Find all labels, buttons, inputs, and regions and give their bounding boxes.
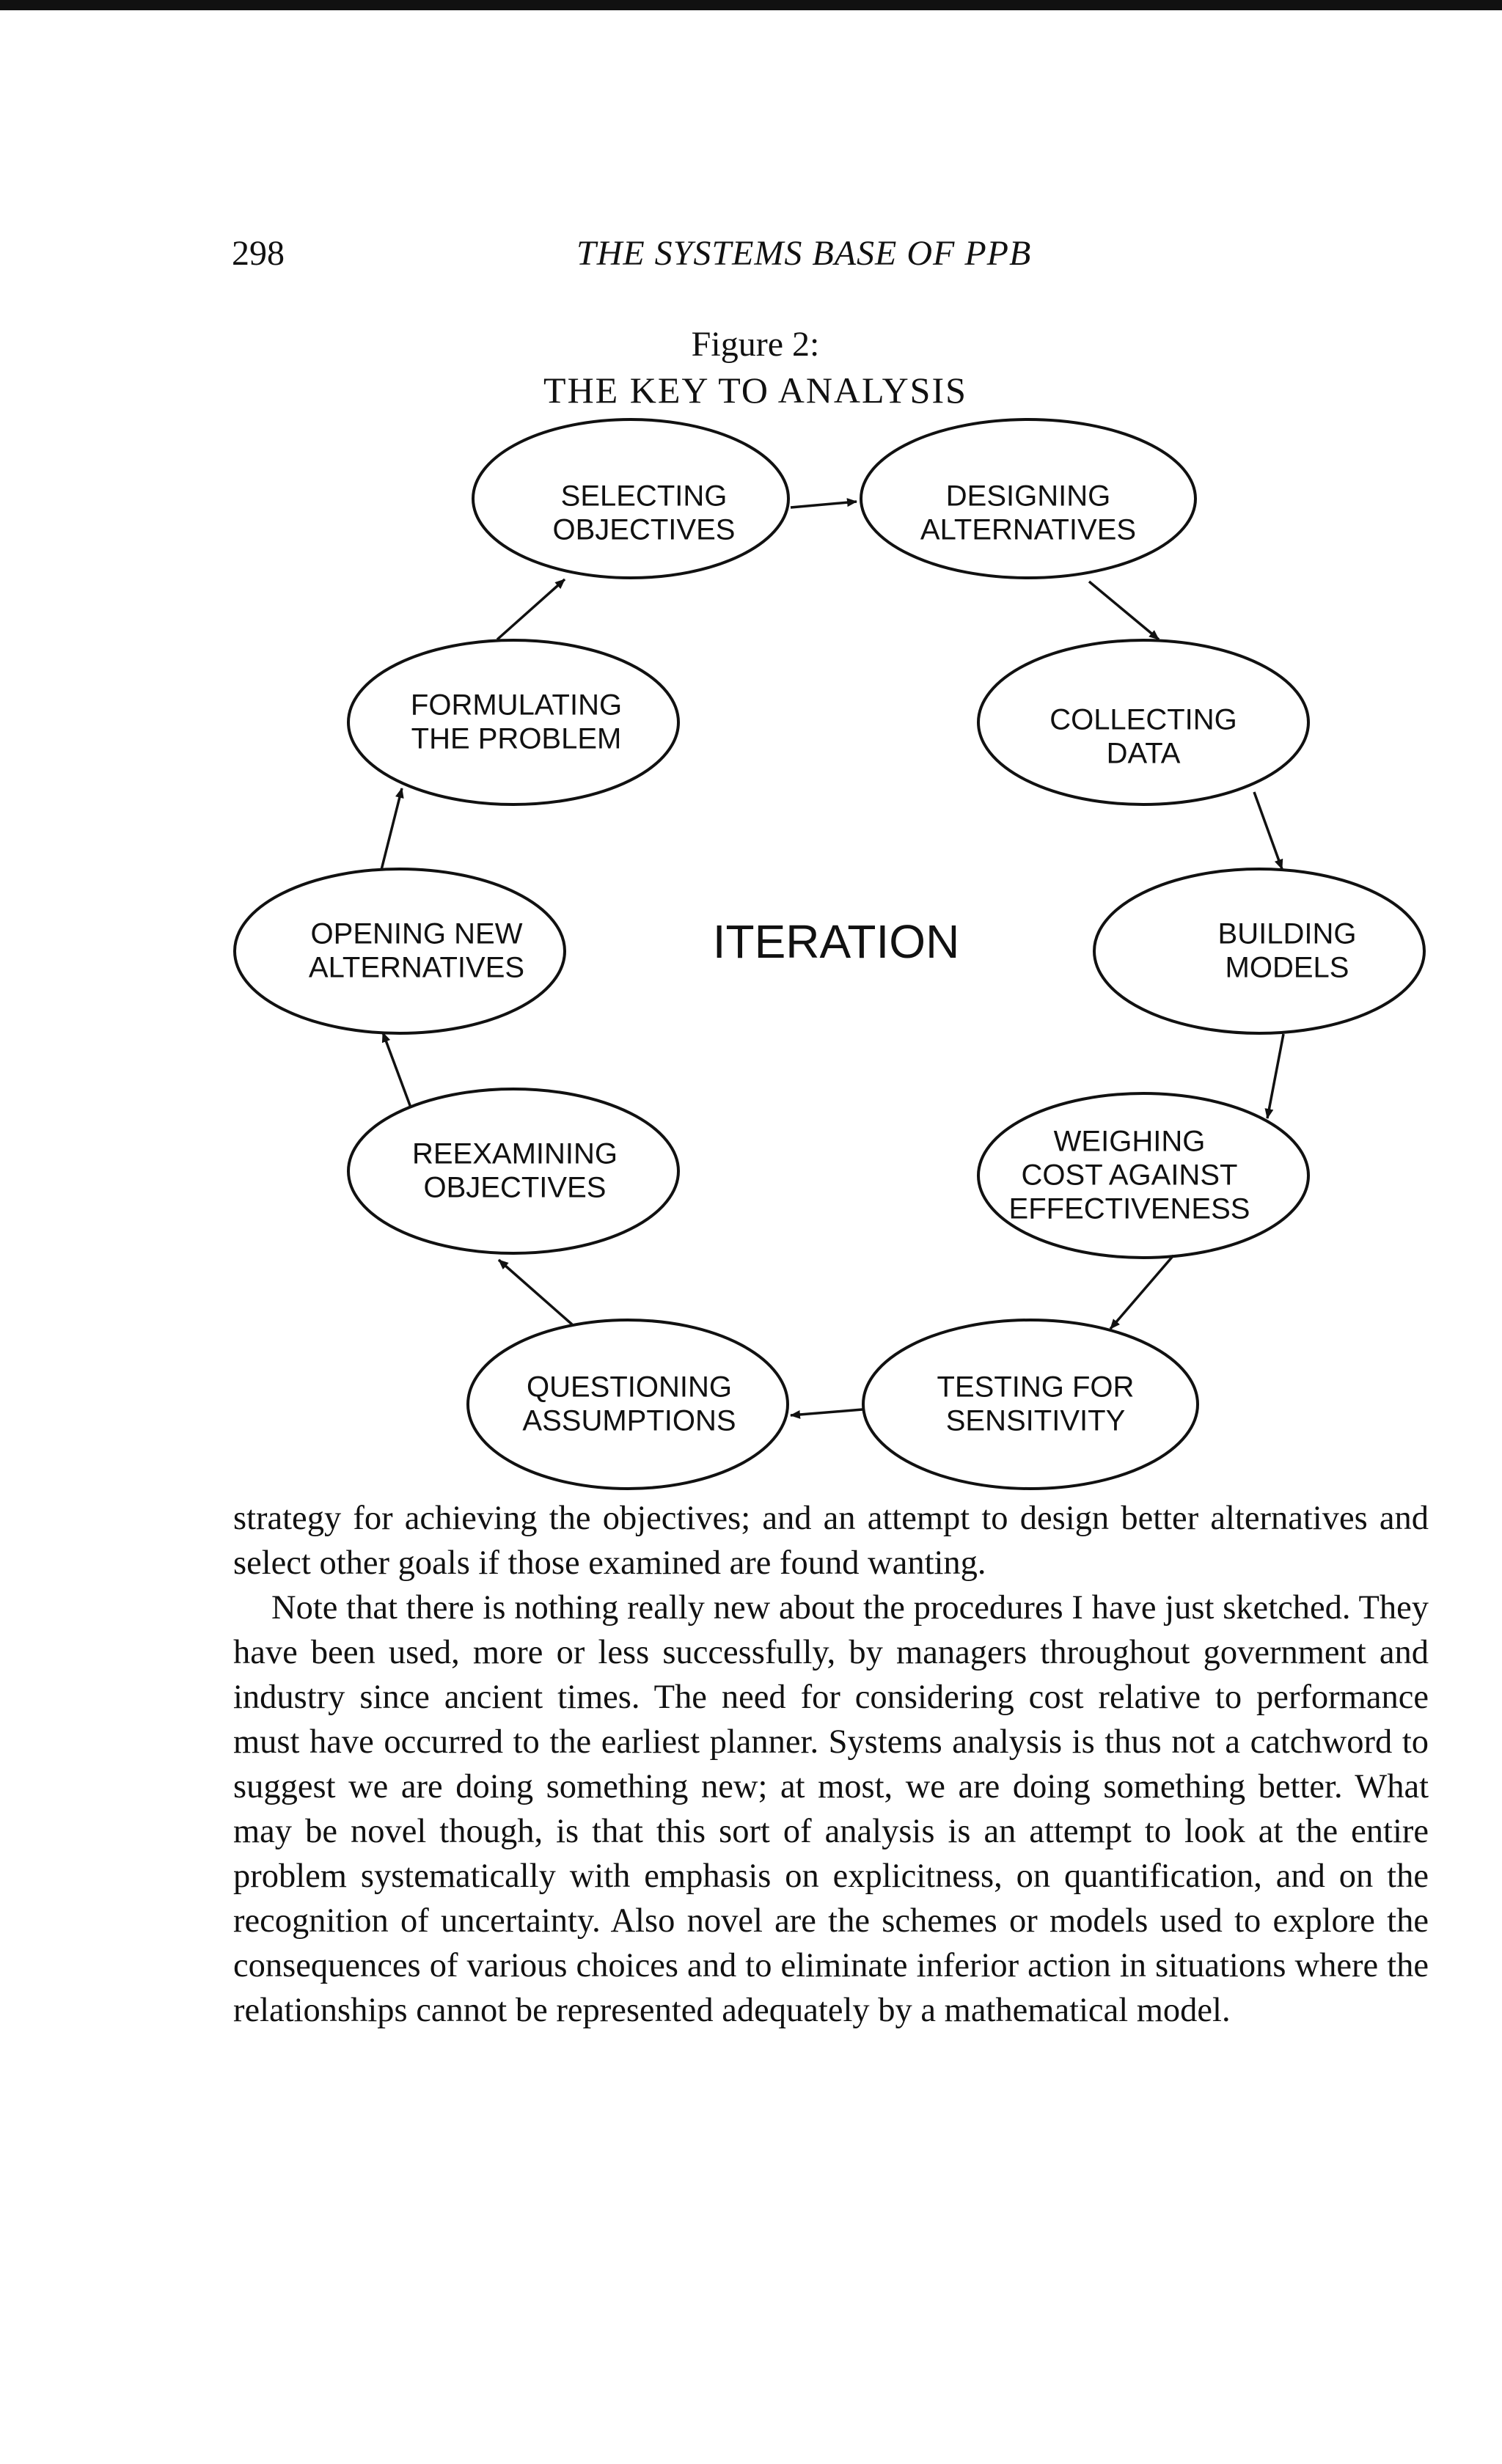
page-number: 298 [232,234,285,273]
node-label-questioning-assumptions: ASSUMPTIONS [522,1404,736,1437]
node-label-formulating-problem: THE PROBLEM [411,722,622,755]
node-label-reexamining-objectives: OBJECTIVES [423,1171,607,1204]
node-label-building-models: BUILDING [1217,917,1357,950]
node-label-testing-sensitivity: SENSITIVITY [945,1404,1126,1437]
node-label-collecting-data: DATA [1106,737,1181,770]
arrow-selecting-to-designing [791,502,857,507]
arrow-formulating-to-selecting [497,579,565,639]
node-label-weighing-cost: EFFECTIVENESS [1008,1192,1250,1225]
node-label-weighing-cost: WEIGHING [1053,1125,1206,1158]
node-label-selecting-objectives: SELECTING [560,480,728,513]
arrow-testing-to-questioning [791,1409,862,1415]
arrow-questioning-to-reexamining [499,1260,572,1324]
node-label-opening-alternatives: ALTERNATIVES [308,951,525,984]
arrow-opening-to-formulating [381,788,402,870]
node-label-testing-sensitivity: TESTING FOR [937,1371,1135,1404]
arrow-collecting-to-building [1254,792,1282,869]
node-label-weighing-cost: COST AGAINST [1021,1159,1238,1192]
paragraph: strategy for achieving the objectives; and an attempt to design better alternatives and select other goals if those examined are found wanting. [233,1500,1429,1582]
iteration-label: ITERATION [712,915,960,968]
node-label-questioning-assumptions: QUESTIONING [526,1371,733,1404]
arrow-designing-to-collecting [1089,582,1159,639]
arrow-building-to-weighing [1267,1034,1283,1118]
arrow-reexamining-to-opening [383,1033,411,1107]
paragraph: Note that there is nothing really new about the procedures I have just sketched. They have been used, more or less successfully, by managers throughout government and industry since ancient times. The need for considering cost relative to performance must have occurred to the earliest planner. Systems analysis is thus not a catchword to suggest we are doing something new; at most, we are doing something better. What may be novel though, is that this sort of analysis is an attempt to look at the entire problem systematically with emphasis on explicitness, on quantification, and on the recognition of uncertainty. Also novel are the schemes or models used to explore the consequences of various choices and to eliminate inferior action in situations where the relationships cannot be represented adequately by a mathematical model. [233,1589,1429,2029]
node-label-reexamining-objectives: REEXAMINING [411,1137,618,1170]
node-label-designing-alternatives: DESIGNING [945,480,1111,513]
running-title: THE SYSTEMS BASE OF PPB [576,234,1032,273]
node-label-formulating-problem: FORMULATING [410,689,623,722]
node-label-designing-alternatives: ALTERNATIVES [920,513,1137,546]
node-label-building-models: MODELS [1225,951,1349,984]
figure-label: Figure 2: [691,325,820,364]
node-label-selecting-objectives: OBJECTIVES [552,513,736,546]
figure-title: THE KEY TO ANALYSIS [543,370,967,411]
node-label-collecting-data: COLLECTING [1049,703,1237,736]
node-label-opening-alternatives: OPENING NEW [310,917,523,950]
body-text [233,1496,1429,2033]
arrow-weighing-to-testing [1110,1255,1173,1329]
